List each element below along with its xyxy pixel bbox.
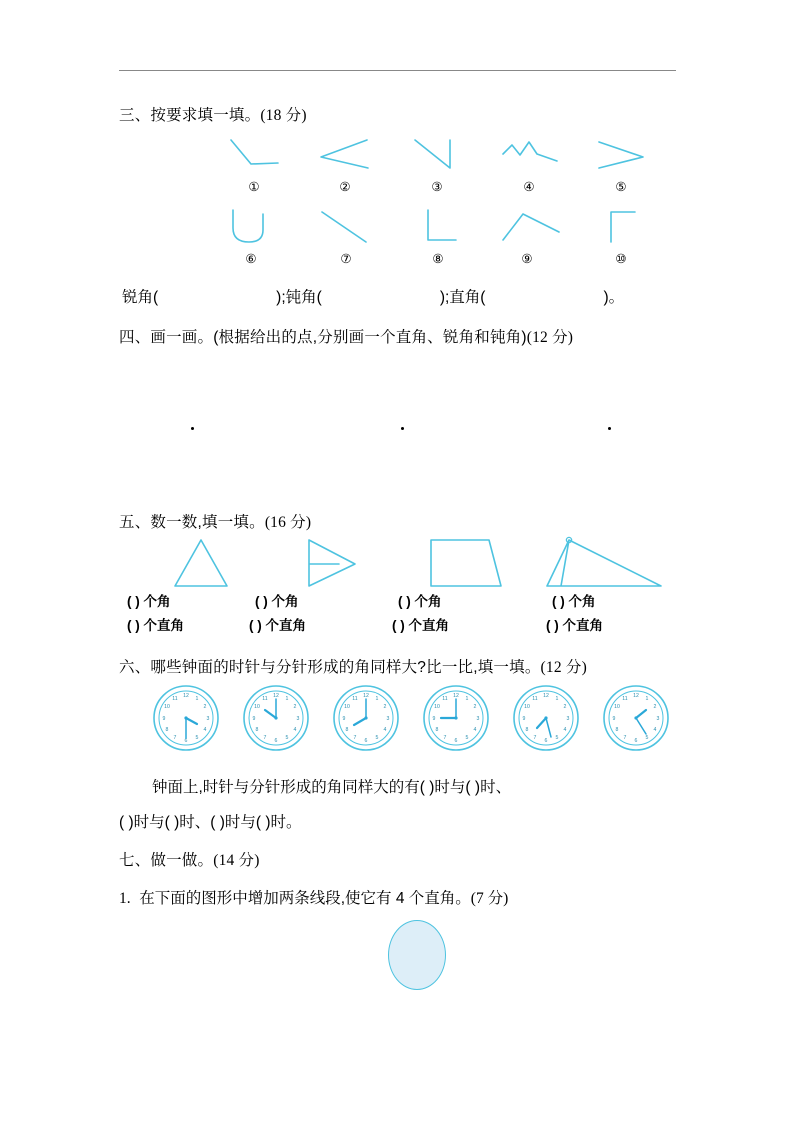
draw-point-2 <box>401 427 404 430</box>
svg-text:8: 8 <box>525 727 529 733</box>
section-5-count-rows <box>119 590 676 638</box>
svg-text:1: 1 <box>195 696 199 702</box>
svg-text:2: 2 <box>563 704 567 710</box>
figure-10-caption: ⑩ <box>615 252 627 266</box>
shape-4-triangle-with-altitude <box>539 536 679 592</box>
figure-9-art <box>477 202 577 250</box>
clock-face-1 <box>152 684 220 752</box>
svg-text:8: 8 <box>255 727 259 733</box>
figure-1-caption: ① <box>248 180 260 194</box>
svg-text:6: 6 <box>274 738 278 744</box>
shape-1-triangle <box>163 536 253 592</box>
svg-text:6: 6 <box>544 738 548 744</box>
section-4-title: 四、画一画。(根据给出的点,分别画一个直角、锐角和钝角) <box>119 329 527 346</box>
clock-face-5 <box>512 684 580 752</box>
svg-text:2: 2 <box>653 704 657 710</box>
figure-1 <box>204 130 304 194</box>
count-right-1[interactable]: ( ) 个直角 <box>127 618 184 633</box>
figure-3-caption: ③ <box>431 180 443 194</box>
svg-text:3: 3 <box>656 716 660 722</box>
count-angle-2[interactable]: ( ) 个角 <box>255 594 299 609</box>
count-angle-3[interactable]: ( ) 个角 <box>398 594 442 609</box>
figure-1-art <box>204 130 304 178</box>
svg-text:6: 6 <box>454 738 458 744</box>
svg-text:5: 5 <box>195 735 199 741</box>
svg-text:3: 3 <box>566 716 570 722</box>
svg-text:3: 3 <box>206 716 210 722</box>
figure-6-caption: ⑥ <box>245 252 257 266</box>
svg-text:3: 3 <box>296 716 300 722</box>
section-7-question-1 <box>119 886 508 908</box>
figure-5 <box>571 130 671 194</box>
acute-label: 锐角( <box>122 289 159 306</box>
svg-text:9: 9 <box>252 716 256 722</box>
figure-7-caption: ⑦ <box>340 252 352 266</box>
svg-text:5: 5 <box>645 735 649 741</box>
svg-text:4: 4 <box>203 727 207 733</box>
question-1-text: 在下面的图形中增加两条线段,使它有 4 个直角。 <box>139 890 471 907</box>
svg-text:10: 10 <box>254 704 260 710</box>
figure-5-art <box>571 130 671 178</box>
question-1-number: 1. <box>119 890 131 907</box>
svg-text:2: 2 <box>473 704 477 710</box>
svg-text:6: 6 <box>184 738 188 744</box>
section-5-title: 五、数一数,填一填。 <box>119 514 265 531</box>
svg-text:6: 6 <box>364 738 368 744</box>
figure-4-art <box>479 130 579 178</box>
svg-text:9: 9 <box>612 716 616 722</box>
svg-text:8: 8 <box>345 727 349 733</box>
figure-2-caption: ② <box>339 180 351 194</box>
figure-3 <box>387 130 487 194</box>
figure-10 <box>571 202 671 266</box>
section-5-shapes <box>119 536 676 596</box>
svg-text:3: 3 <box>476 716 480 722</box>
svg-text:7: 7 <box>263 735 267 741</box>
svg-text:12: 12 <box>543 693 549 699</box>
figure-8-art <box>388 202 488 250</box>
svg-text:5: 5 <box>285 735 289 741</box>
section-7-title: 七、做一做。 <box>119 852 214 869</box>
oval-shape[interactable] <box>388 920 446 990</box>
section-6-points: (12 分) <box>540 659 587 676</box>
figure-9-caption: ⑨ <box>521 252 533 266</box>
clock-face-4 <box>422 684 490 752</box>
count-angle-1[interactable]: ( ) 个角 <box>127 594 171 609</box>
svg-text:5: 5 <box>465 735 469 741</box>
figure-7 <box>296 202 396 266</box>
svg-text:12: 12 <box>453 693 459 699</box>
svg-text:10: 10 <box>164 704 170 710</box>
shape-2-triangle-with-line <box>295 536 385 592</box>
svg-text:7: 7 <box>173 735 177 741</box>
svg-text:11: 11 <box>172 696 178 702</box>
draw-point-1 <box>191 427 194 430</box>
svg-text:7: 7 <box>623 735 627 741</box>
svg-text:4: 4 <box>383 727 387 733</box>
section-3-answer-line <box>122 285 624 307</box>
draw-point-3 <box>608 427 611 430</box>
svg-text:4: 4 <box>563 727 567 733</box>
figure-8 <box>388 202 488 266</box>
svg-text:2: 2 <box>203 704 207 710</box>
count-right-3[interactable]: ( ) 个直角 <box>392 618 449 633</box>
section-6-answer-line-1[interactable]: 钟面上,时针与分针形成的角同样大的有( )时与( )时、 <box>152 779 512 796</box>
svg-text:12: 12 <box>273 693 279 699</box>
svg-text:11: 11 <box>352 696 358 702</box>
svg-text:10: 10 <box>434 704 440 710</box>
section-7-heading <box>119 848 260 870</box>
figure-6-art <box>201 202 301 250</box>
clock-row <box>152 684 682 754</box>
figure-6 <box>201 202 301 266</box>
svg-text:8: 8 <box>165 727 169 733</box>
svg-text:9: 9 <box>522 716 526 722</box>
figure-5-caption: ⑤ <box>615 180 627 194</box>
svg-text:6: 6 <box>634 738 638 744</box>
svg-text:3: 3 <box>386 716 390 722</box>
right-label: );直角( <box>439 289 486 306</box>
svg-text:12: 12 <box>183 693 189 699</box>
svg-text:9: 9 <box>432 716 436 722</box>
svg-text:7: 7 <box>533 735 537 741</box>
section-4-points: (12 分) <box>526 329 574 346</box>
svg-text:5: 5 <box>375 735 379 741</box>
svg-text:5: 5 <box>555 735 559 741</box>
svg-text:4: 4 <box>653 727 657 733</box>
section-4-dots-area[interactable] <box>119 415 676 445</box>
svg-text:2: 2 <box>383 704 387 710</box>
svg-text:11: 11 <box>442 696 448 702</box>
svg-text:10: 10 <box>344 704 350 710</box>
count-angle-4[interactable]: ( ) 个角 <box>552 594 596 609</box>
section-7-points: (14 分) <box>213 852 260 869</box>
section-6-heading <box>119 655 587 677</box>
svg-text:11: 11 <box>262 696 268 702</box>
svg-text:10: 10 <box>524 704 530 710</box>
clock-face-3 <box>332 684 400 752</box>
svg-text:2: 2 <box>293 704 297 710</box>
shape-3-trapezoid <box>419 536 529 592</box>
section-5-points: (16 分) <box>264 514 312 531</box>
top-divider-rule <box>119 70 676 71</box>
section-3-points: (18 分) <box>260 107 307 124</box>
figure-7-art <box>296 202 396 250</box>
svg-text:9: 9 <box>342 716 346 722</box>
period-label: )。 <box>603 289 625 306</box>
svg-text:4: 4 <box>473 727 477 733</box>
count-right-4[interactable]: ( ) 个直角 <box>546 618 603 633</box>
svg-text:12: 12 <box>363 693 369 699</box>
svg-text:11: 11 <box>532 696 538 702</box>
figure-10-art <box>571 202 671 250</box>
svg-text:1: 1 <box>375 696 379 702</box>
svg-text:7: 7 <box>353 735 357 741</box>
svg-text:11: 11 <box>622 696 628 702</box>
section-5-right-angle-row <box>119 614 676 638</box>
figure-2 <box>295 130 395 194</box>
section-3-title: 三、按要求填一填。 <box>119 107 261 124</box>
svg-text:8: 8 <box>615 727 619 733</box>
figure-9 <box>477 202 577 266</box>
svg-text:1: 1 <box>645 696 649 702</box>
section-3-heading <box>119 103 307 125</box>
clock-face-2 <box>242 684 310 752</box>
figure-3-art <box>387 130 487 178</box>
svg-text:1: 1 <box>555 696 559 702</box>
svg-text:1: 1 <box>465 696 469 702</box>
clock-face-6 <box>602 684 670 752</box>
count-right-2[interactable]: ( ) 个直角 <box>249 618 306 633</box>
section-4-heading <box>119 325 573 347</box>
section-3-figures <box>119 130 676 270</box>
section-5-angle-row <box>119 590 676 614</box>
figure-4 <box>479 130 579 194</box>
section-5-heading <box>119 510 311 532</box>
svg-text:7: 7 <box>443 735 447 741</box>
section-6-title: 六、哪些钟面的时针与分针形成的角同样大?比一比,填一填。 <box>119 659 541 676</box>
figure-4-caption: ④ <box>523 180 535 194</box>
svg-text:8: 8 <box>435 727 439 733</box>
svg-text:4: 4 <box>293 727 297 733</box>
figure-8-caption: ⑧ <box>432 252 444 266</box>
section-6-answer-line-2[interactable]: ( )时与( )时、( )时与( )时。 <box>119 814 302 831</box>
svg-text:10: 10 <box>614 704 620 710</box>
question-1-points: (7 分) <box>470 890 509 907</box>
figure-2-art <box>295 130 395 178</box>
svg-text:12: 12 <box>633 693 639 699</box>
svg-text:1: 1 <box>285 696 289 702</box>
obtuse-label: );钝角( <box>276 289 322 306</box>
svg-text:9: 9 <box>162 716 166 722</box>
